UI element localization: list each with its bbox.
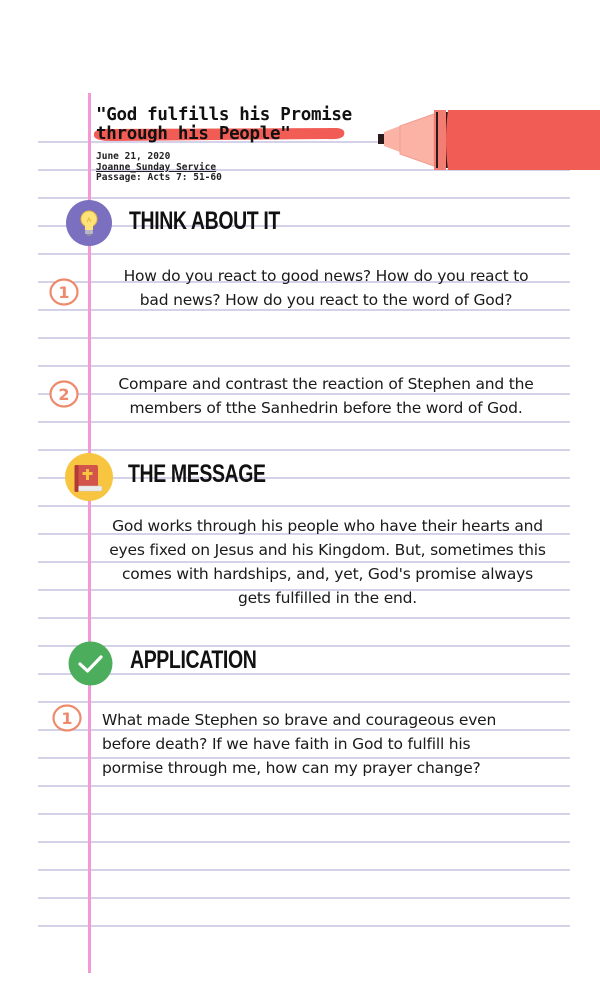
- heading-the-message: THE MESSAGE: [128, 460, 266, 488]
- title-line-1: "God fulfills his Promise: [96, 105, 352, 125]
- question-application-1-line-3: pormise through me, how can my prayer change?: [102, 759, 481, 777]
- heading-think-about-it: THINK ABOUT IT: [129, 207, 280, 235]
- title-line-2: through his People": [96, 124, 291, 144]
- sermon-passage: Passage: Acts 7: 51-60: [96, 172, 222, 183]
- sermon-date: June 21, 2020: [96, 151, 171, 162]
- question-think-1: [100, 264, 552, 312]
- question-think-2-line-2: members of tthe Sanhedrin before the word of God.: [129, 399, 523, 417]
- sermon-meta: [96, 152, 222, 184]
- message-text: [100, 514, 555, 610]
- number-badge-1: [49, 278, 79, 306]
- question-application-1-line-1: What made Stephen so brave and courageous even: [102, 711, 497, 729]
- question-application-1: [102, 708, 552, 780]
- bible-book-icon: [65, 453, 113, 501]
- check-circle-icon: [68, 641, 113, 686]
- question-think-1-line-1: How do you react to good news? How do you react to: [123, 267, 529, 285]
- number-badge-2-label: 2: [58, 385, 70, 404]
- message-line-2: eyes fixed on Jesus and his Kingdom. But, sometimes this: [109, 541, 546, 559]
- message-line-1: God works through his people who have their hearts and: [112, 517, 543, 535]
- question-application-1-line-2: before death? If we have faith in God to fulfill his: [102, 735, 471, 753]
- number-badge-2: [49, 380, 79, 408]
- number-badge-1-label: 1: [58, 283, 70, 302]
- lightbulb-icon: [66, 200, 112, 246]
- sermon-author: Joanne_Sunday Service: [96, 161, 217, 173]
- message-line-4: gets fulfilled in the end.: [237, 589, 418, 607]
- highlighter-marker-icon: [378, 108, 600, 172]
- message-line-3: comes with hardships, and, yet, God's promise always: [121, 565, 534, 583]
- heading-application: APPLICATION: [130, 646, 257, 674]
- question-think-2: [100, 372, 552, 420]
- number-badge-application-1-label: 1: [61, 709, 73, 728]
- question-think-2-line-1: Compare and contrast the reaction of Stephen and the: [118, 375, 534, 393]
- question-think-1-line-2: bad news? How do you react to the word of God?: [139, 291, 513, 309]
- number-badge-application-1: [52, 704, 82, 732]
- sermon-title: [96, 106, 386, 144]
